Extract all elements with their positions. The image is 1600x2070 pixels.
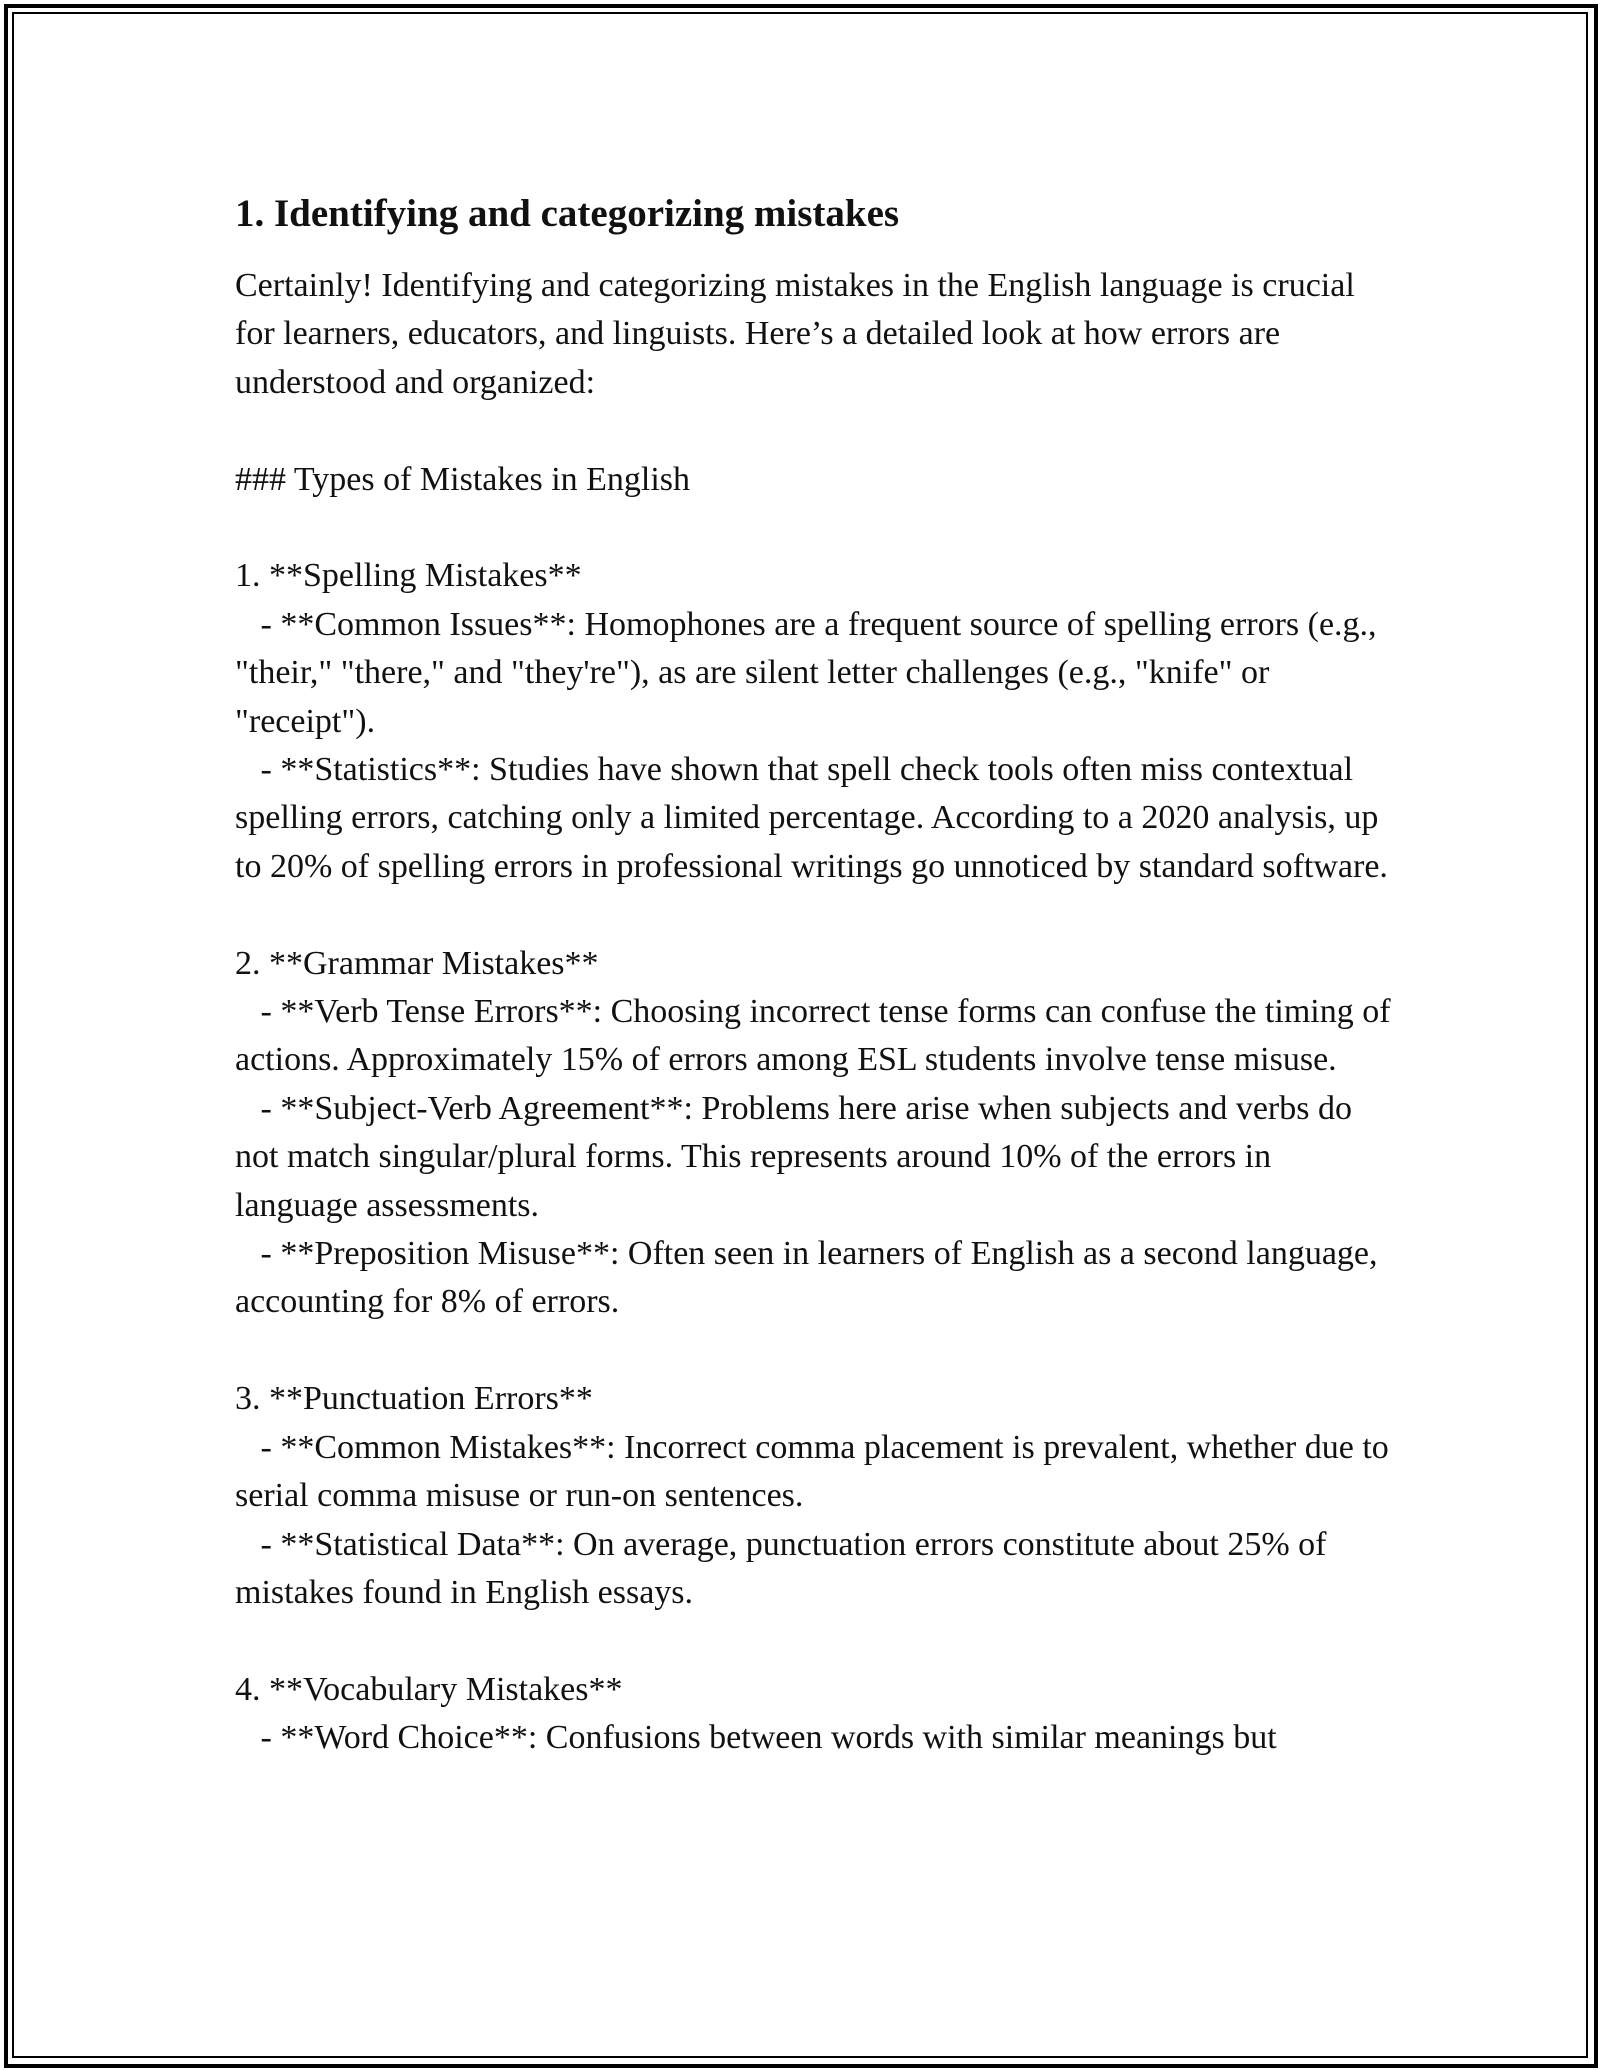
item-line-subject-verb: - **Subject-Verb Agreement**: Problems here arise when subjects and verbs do not match singular/plural forms. This represents around 10% of the errors in language assessments. — [235, 1089, 1361, 1224]
section-heading: ### Types of Mistakes in English — [235, 460, 691, 498]
item-line-statistics: - **Statistics**: Studies have shown that spell check tools often miss contextual spelling errors, catching only a limited percentage. According to a 2020 analysis, up to 20% of spelling errors in professional writings go unnoticed by standard software. — [235, 751, 1388, 885]
item-line-common-mistakes: - **Common Mistakes**: Incorrect comma placement is prevalent, whether due to serial comma misuse or run-on sentences. — [235, 1428, 1398, 1515]
document-title: 1. Identifying and categorizing mistakes — [235, 192, 900, 235]
item-line-word-choice: - **Word Choice**: Confusions between words with similar meanings but — [235, 1719, 1277, 1757]
item-line-common-issues: - **Common Issues**: Homophones are a frequent source of spelling errors (e.g., "their," "there," and "they're"), as are silent letter challenges (e.g., "knife" or "receipt"). — [235, 605, 1386, 740]
item-line-statistical-data: - **Statistical Data**: On average, punctuation errors constitute about 25% of mistakes found in English essays. — [235, 1525, 1335, 1611]
document-body — [235, 186, 1400, 1763]
item-heading-punctuation: 3. **Punctuation Errors** — [235, 1380, 593, 1418]
item-line-preposition: - **Preposition Misuse**: Often seen in learners of English as a second language, accounting for 8% of errors. — [235, 1235, 1387, 1321]
item-line-verb-tense: - **Verb Tense Errors**: Choosing incorrect tense forms can confuse the timing of actions. Approximately 15% of errors among ESL students involve tense misuse. — [235, 993, 1400, 1079]
item-heading-grammar: 2. **Grammar Mistakes** — [235, 944, 599, 982]
intro-paragraph: Certainly! Identifying and categorizing mistakes in the English language is crucial for learners, educators, and linguists. Here’s a detailed look at how errors are understood and organized: — [235, 267, 1364, 401]
item-heading-spelling: 1. **Spelling Mistakes** — [235, 557, 582, 595]
item-heading-vocabulary: 4. **Vocabulary Mistakes** — [235, 1670, 623, 1708]
